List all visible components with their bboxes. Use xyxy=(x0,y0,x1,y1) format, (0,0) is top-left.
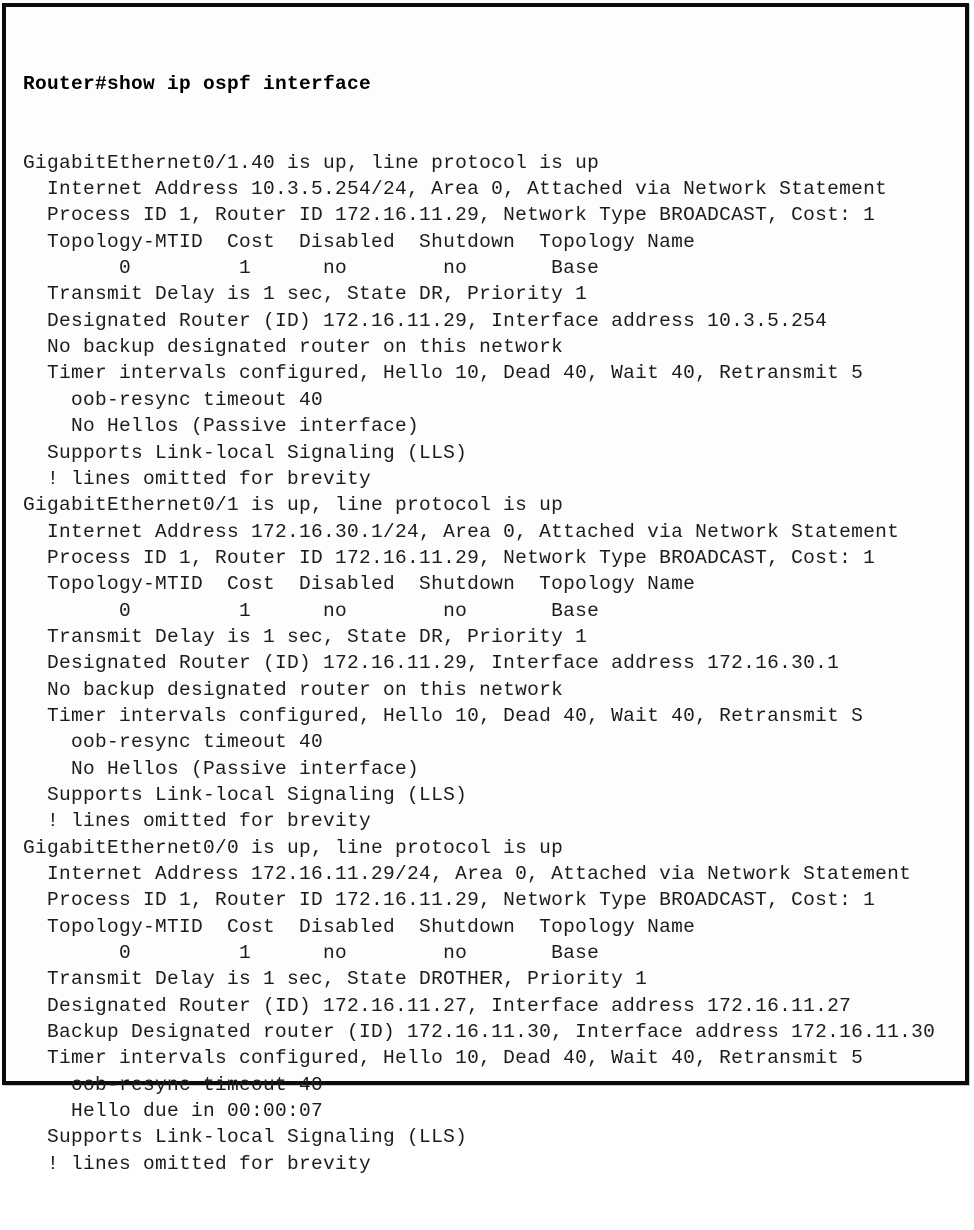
console-line: Timer intervals configured, Hello 10, Dead 40, Wait 40, Retransmit S xyxy=(23,704,864,727)
console-line: Supports Link-local Signaling (LLS) xyxy=(23,783,468,806)
console-line: ! lines omitted for brevity xyxy=(23,1152,372,1175)
console-window xyxy=(2,3,969,1175)
terminal-output xyxy=(6,7,965,1230)
console-line: Internet Address 172.16.11.29/24, Area 0, Attached via Network Statement xyxy=(23,863,912,885)
console-line: Designated Router (ID) 172.16.11.29, Interface address 172.16.30.1 xyxy=(23,652,840,675)
console-line: Topology-MTID Cost Disabled Shutdown Topology Name xyxy=(23,915,696,938)
console-line: oob-resync timeout 40 xyxy=(23,1073,324,1096)
console-line: oob-resync timeout 40 xyxy=(23,388,324,411)
console-line: Supports Link-local Signaling (LLS) xyxy=(23,441,468,464)
console-line: GigabitEthernet0/1.40 is up, line protocol is up xyxy=(23,151,600,174)
console-line: Designated Router (ID) 172.16.11.29, Interface address 10.3.5.254 xyxy=(23,309,828,332)
console-line: GigabitEthernet0/0 is up, line protocol is up xyxy=(23,836,564,859)
console-line: oob-resync timeout 40 xyxy=(23,731,324,754)
console-line: Transmit Delay is 1 sec, State DROTHER, Priority 1 xyxy=(23,968,648,991)
console-line: Hello due in 00:00:07 xyxy=(23,1100,324,1123)
console-line: Supports Link-local Signaling (LLS) xyxy=(23,1126,468,1149)
console-line: Timer intervals configured, Hello 10, Dead 40, Wait 40, Retransmit 5 xyxy=(23,1047,864,1070)
console-line: Topology-MTID Cost Disabled Shutdown Topology Name xyxy=(23,230,696,253)
console-line: Backup Designated router (ID) 172.16.11.30, Interface address 172.16.11.30 xyxy=(23,1021,936,1044)
console-line: ! lines omitted for brevity xyxy=(23,810,372,833)
console-line: Process ID 1, Router ID 172.16.11.29, Network Type BROADCAST, Cost: 1 xyxy=(23,546,876,569)
console-line: Designated Router (ID) 172.16.11.27, Interface address 172.16.11.27 xyxy=(23,994,852,1017)
console-line: Topology-MTID Cost Disabled Shutdown Topology Name xyxy=(23,573,696,596)
console-line: 0 1 no no Base xyxy=(23,257,600,280)
console-line: Internet Address 10.3.5.254/24, Area 0, Attached via Network Statement xyxy=(23,178,888,201)
console-line: No Hellos (Passive interface) xyxy=(23,415,420,438)
console-line: Timer intervals configured, Hello 10, Dead 40, Wait 40, Retransmit 5 xyxy=(23,362,864,385)
console-line: ! lines omitted for brevity xyxy=(23,467,372,490)
console-line: Process ID 1, Router ID 172.16.11.29, Network Type BROADCAST, Cost: 1 xyxy=(23,889,876,912)
console-line: No Hellos (Passive interface) xyxy=(23,757,420,780)
console-line: 0 1 no no Base xyxy=(23,599,600,622)
console-line: No backup designated router on this network xyxy=(23,678,564,701)
console-line: GigabitEthernet0/1 is up, line protocol is up xyxy=(23,494,564,517)
console-line: No backup designated router on this network xyxy=(23,336,564,359)
command-output xyxy=(23,150,961,1177)
console-line: 0 1 no no Base xyxy=(23,942,600,965)
command-line: Router#show ip ospf interface xyxy=(23,72,372,95)
console-line: Transmit Delay is 1 sec, State DR, Priority 1 xyxy=(23,283,588,306)
console-line: Internet Address 172.16.30.1/24, Area 0, Attached via Network Statement xyxy=(23,520,900,543)
console-line: Process ID 1, Router ID 172.16.11.29, Network Type BROADCAST, Cost: 1 xyxy=(23,204,876,227)
console-line: Transmit Delay is 1 sec, State DR, Priority 1 xyxy=(23,625,588,648)
